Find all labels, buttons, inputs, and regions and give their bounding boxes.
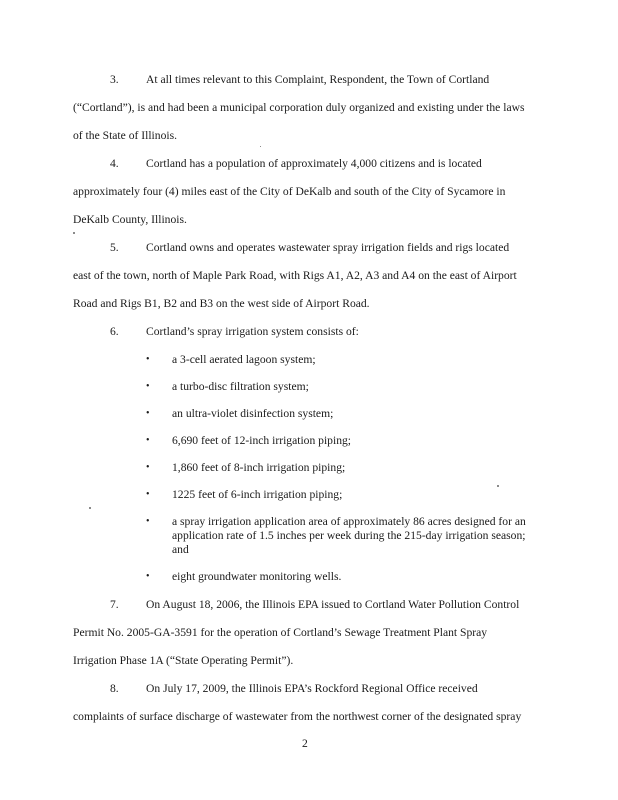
paragraph-7-number: 7.	[110, 598, 119, 611]
bullet-7-marker: •	[146, 516, 150, 527]
page-number: 2	[302, 737, 308, 750]
bullet-2-text: a turbo-disc filtration system;	[172, 380, 309, 393]
bullet-8-marker: •	[146, 571, 150, 582]
bullet-8-text: eight groundwater monitoring wells.	[172, 570, 342, 583]
paragraph-4-number: 4.	[110, 157, 119, 170]
paragraph-8-line-1: On July 17, 2009, the Illinois EPA’s Rockford Regional Office received	[146, 682, 478, 695]
paragraph-7-line-2: Permit No. 2005-GA-3591 for the operation of Cortland’s Sewage Treatment Plant Spray	[73, 626, 488, 639]
paragraph-6-number: 6.	[110, 325, 119, 338]
bullet-4-marker: •	[146, 435, 150, 446]
paragraph-3-number: 3.	[110, 73, 119, 86]
paragraph-3-line-1: At all times relevant to this Complaint, Respondent, the Town of Cortland	[146, 73, 490, 86]
bullet-6-marker: •	[146, 489, 150, 500]
paragraph-7-line-3: Irrigation Phase 1A (“State Operating Permit”).	[73, 654, 294, 667]
bullet-7-text-line-2: application rate of 1.5 inches per week during the 215-day irrigation season;	[172, 529, 526, 542]
bullet-7-text-line-3: and	[172, 543, 189, 556]
bullet-7-text-line-1: a spray irrigation application area of approximately 86 acres designed for an	[172, 515, 526, 528]
bullet-5-marker: •	[146, 462, 150, 473]
paragraph-5-line-1: Cortland owns and operates wastewater spray irrigation fields and rigs located	[146, 241, 510, 254]
paragraph-8-line-2: complaints of surface discharge of wastewater from the northwest corner of the designated spray	[73, 710, 522, 723]
paragraph-4-line-2: approximately four (4) miles east of the City of DeKalb and south of the City of Sycamore in	[73, 185, 506, 198]
paragraph-8-number: 8.	[110, 682, 119, 695]
paragraph-5-number: 5.	[110, 241, 119, 254]
paragraph-5-line-2: east of the town, north of Maple Park Road, with Rigs A1, A2, A3 and A4 on the east of Airport	[73, 269, 517, 282]
bullet-3-text: an ultra-violet disinfection system;	[172, 407, 334, 420]
paragraph-6-line-1: Cortland’s spray irrigation system consists of:	[146, 325, 359, 338]
bullet-5-text: 1,860 feet of 8-inch irrigation piping;	[172, 461, 346, 474]
bullet-2-marker: •	[146, 381, 150, 392]
paragraph-5-line-3: Road and Rigs B1, B2 and B3 on the west side of Airport Road.	[73, 297, 370, 310]
bullet-4-text: 6,690 feet of 12-inch irrigation piping;	[172, 434, 352, 447]
bullet-1-text: a 3-cell aerated lagoon system;	[172, 353, 316, 366]
bullet-1-marker: •	[146, 354, 150, 365]
scan-speck	[260, 146, 261, 147]
paragraph-4-line-1: Cortland has a population of approximately 4,000 citizens and is located	[146, 157, 482, 170]
paragraph-7-line-1: On August 18, 2006, the Illinois EPA issued to Cortland Water Pollution Control	[146, 598, 520, 611]
scan-speck	[73, 232, 75, 234]
bullet-6-text: 1225 feet of 6-inch irrigation piping;	[172, 488, 343, 501]
paragraph-4-line-3: DeKalb County, Illinois.	[73, 213, 187, 226]
scan-speck	[497, 485, 499, 487]
scan-speck	[89, 507, 91, 509]
paragraph-3-line-2: (“Cortland”), is and had been a municipal corporation duly organized and existing under the laws	[73, 101, 525, 114]
bullet-3-marker: •	[146, 408, 150, 419]
paragraph-3-line-3: of the State of Illinois.	[73, 129, 178, 142]
